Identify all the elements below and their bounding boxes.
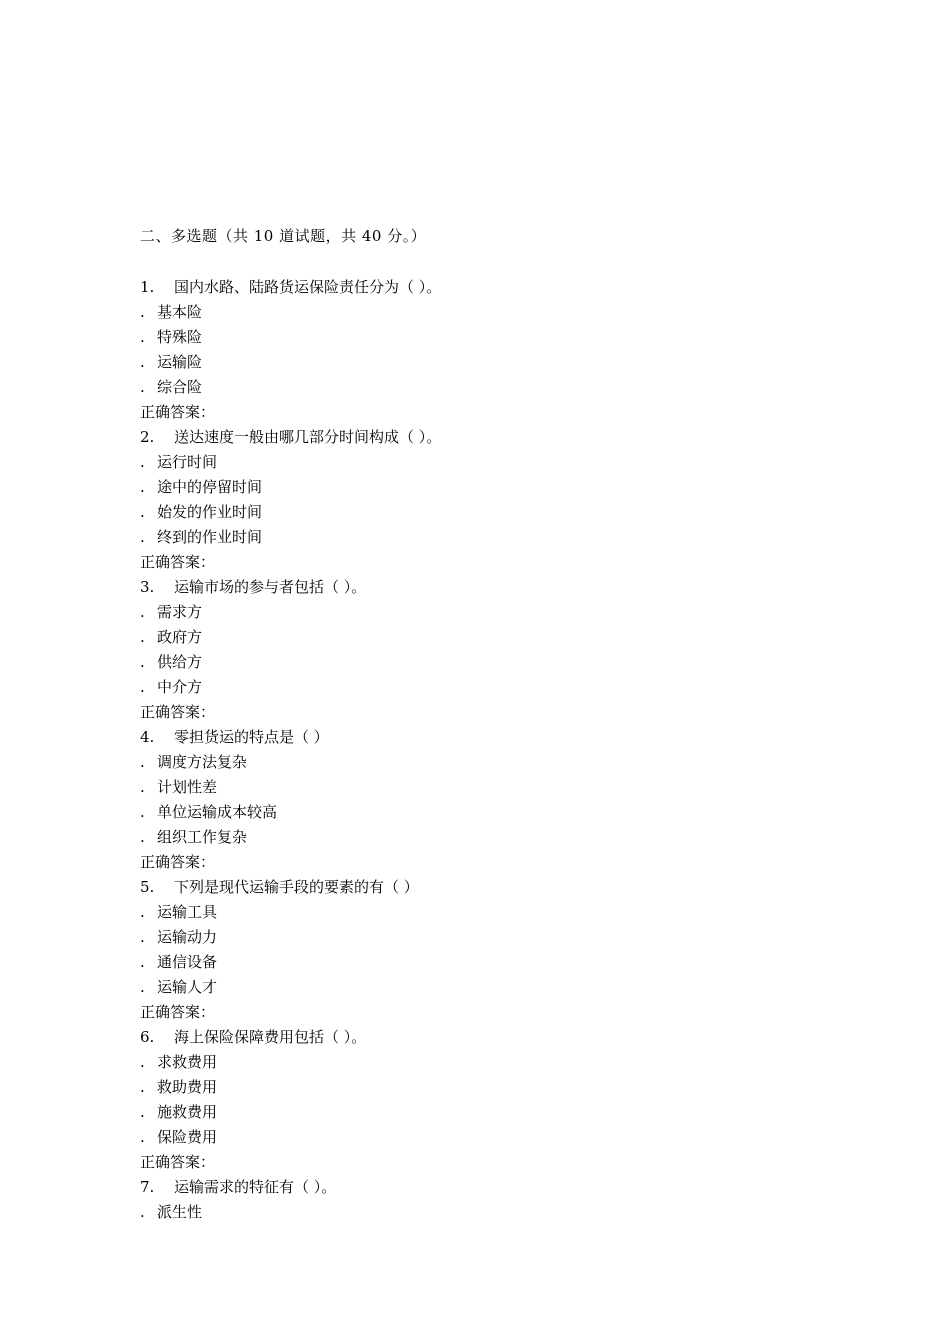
option-marker: .: [140, 828, 145, 846]
option-marker: .: [140, 1203, 145, 1221]
option-text: 通信设备: [157, 953, 218, 971]
option-marker: .: [140, 503, 145, 521]
question-option: [140, 650, 900, 675]
option-marker: .: [140, 1078, 145, 1096]
option-marker: .: [140, 528, 145, 546]
answer-label: 正确答案：: [140, 553, 216, 571]
option-text: 派生性: [157, 1203, 203, 1221]
option-text: 保险费用: [157, 1128, 218, 1146]
question-number: 7.: [140, 1178, 155, 1196]
question-option: [140, 500, 900, 525]
question-stem: [140, 425, 900, 450]
question-option: [140, 325, 900, 350]
question-option: [140, 975, 900, 1000]
option-marker: .: [140, 453, 145, 471]
option-text: 特殊险: [157, 328, 203, 346]
question-option: [140, 1100, 900, 1125]
question-stem: [140, 275, 900, 300]
question-option: [140, 800, 900, 825]
option-text: 调度方法复杂: [157, 753, 248, 771]
question-option: [140, 300, 900, 325]
option-text: 运输动力: [157, 928, 218, 946]
option-marker: .: [140, 1103, 145, 1121]
option-marker: .: [140, 603, 145, 621]
option-marker: .: [140, 778, 145, 796]
question-stem: [140, 575, 900, 600]
question-option: [140, 775, 900, 800]
option-text: 单位运输成本较高: [157, 803, 278, 821]
option-marker: .: [140, 753, 145, 771]
question-option: [140, 1200, 900, 1225]
option-text: 需求方: [157, 603, 203, 621]
option-marker: .: [140, 953, 145, 971]
question-option: [140, 375, 900, 400]
question-option: [140, 475, 900, 500]
option-text: 综合险: [157, 378, 203, 396]
option-text: 施救费用: [157, 1103, 218, 1121]
answer-label: 正确答案：: [140, 703, 216, 721]
question-text: 下列是现代运输手段的要素的有（ ）: [174, 878, 419, 896]
question-option: [140, 450, 900, 475]
question-option: [140, 750, 900, 775]
option-marker: .: [140, 328, 145, 346]
question-text: 送达速度一般由哪几部分时间构成（ ）。: [174, 428, 442, 446]
question-number: 5.: [140, 878, 155, 896]
option-text: 救助费用: [157, 1078, 218, 1096]
question-option: [140, 825, 900, 850]
answer-label: 正确答案：: [140, 853, 216, 871]
question-number: 4.: [140, 728, 155, 746]
question-option: [140, 525, 900, 550]
question-stem: [140, 1175, 900, 1200]
question-text: 运输市场的参与者包括（ ）。: [174, 578, 367, 596]
option-marker: .: [140, 803, 145, 821]
option-marker: .: [140, 1128, 145, 1146]
question-option: [140, 925, 900, 950]
option-marker: .: [140, 353, 145, 371]
question-list: [140, 275, 900, 1225]
question-option: [140, 1125, 900, 1150]
option-text: 供给方: [157, 653, 203, 671]
question-stem: [140, 1025, 900, 1050]
option-marker: .: [140, 903, 145, 921]
answer-label: 正确答案：: [140, 1003, 216, 1021]
option-text: 政府方: [157, 628, 203, 646]
option-text: 计划性差: [157, 778, 218, 796]
option-text: 始发的作业时间: [157, 503, 263, 521]
option-marker: .: [140, 628, 145, 646]
question-option: [140, 350, 900, 375]
question-option: [140, 1050, 900, 1075]
question-number: 2.: [140, 428, 155, 446]
option-text: 求救费用: [157, 1053, 218, 1071]
question-number: 3.: [140, 578, 155, 596]
option-text: 运行时间: [157, 453, 218, 471]
option-text: 途中的停留时间: [157, 478, 263, 496]
question-number: 6.: [140, 1028, 155, 1046]
option-text: 运输人才: [157, 978, 218, 996]
option-marker: .: [140, 478, 145, 496]
option-marker: .: [140, 653, 145, 671]
question-option: [140, 950, 900, 975]
question-text: 海上保险保障费用包括（ ）。: [174, 1028, 367, 1046]
option-text: 中介方: [157, 678, 203, 696]
option-text: 组织工作复杂: [157, 828, 248, 846]
section-title: 二、多选题（共 10 道试题，共 40 分。）: [140, 227, 427, 245]
question-text: 运输需求的特征有（ ）。: [174, 1178, 337, 1196]
option-text: 运输险: [157, 353, 203, 371]
question-option: [140, 625, 900, 650]
option-marker: .: [140, 928, 145, 946]
option-marker: .: [140, 303, 145, 321]
option-marker: .: [140, 1053, 145, 1071]
option-text: 基本险: [157, 303, 203, 321]
option-text: 运输工具: [157, 903, 218, 921]
question-text: 国内水路、陆路货运保险责任分为（ ）。: [174, 278, 442, 296]
option-marker: .: [140, 678, 145, 696]
question-stem: [140, 725, 900, 750]
option-marker: .: [140, 978, 145, 996]
answer-label: 正确答案：: [140, 403, 216, 421]
option-marker: .: [140, 378, 145, 396]
answer-label: 正确答案：: [140, 1153, 216, 1171]
question-text: 零担货运的特点是（ ）: [174, 728, 329, 746]
question-stem: [140, 875, 900, 900]
question-option: [140, 900, 900, 925]
option-text: 终到的作业时间: [157, 528, 263, 546]
question-option: [140, 1075, 900, 1100]
question-number: 1.: [140, 278, 155, 296]
question-option: [140, 600, 900, 625]
question-option: [140, 675, 900, 700]
